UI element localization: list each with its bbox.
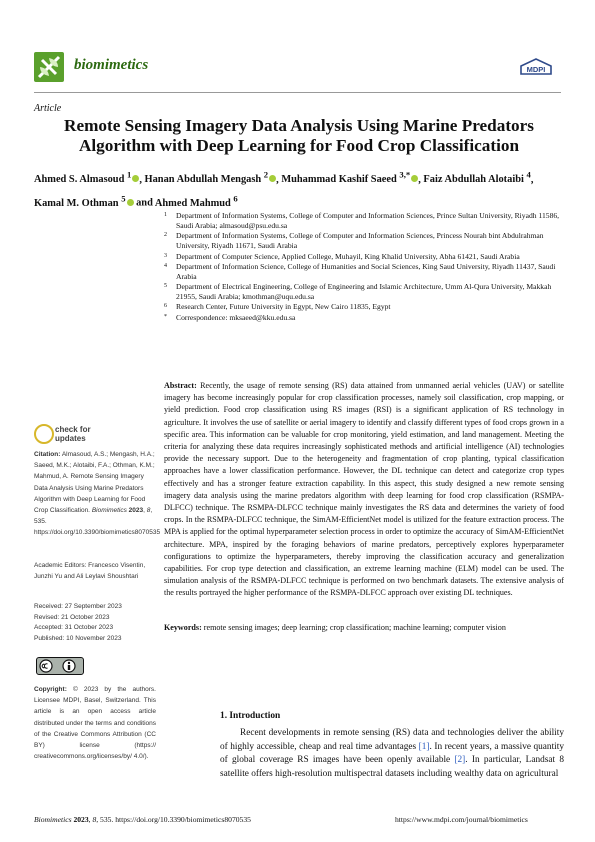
section-heading: 1. Introduction bbox=[220, 711, 281, 721]
author[interactable]: Faiz Abdullah Alotaibi $^4$ bbox=[423, 170, 531, 186]
correspondence: * Correspondence: mksaeed@kku.edu.sa bbox=[164, 312, 296, 322]
article-dates: Received: 27 September 2023 Revised: 21 October 2023 Accepted: 31 October 2023 Published: 10 November 2023 bbox=[34, 603, 122, 642]
affiliation: 3 Department of Computer Science, Applied College, Muhayil, King Khalid University, Abha 61421, Saudi Arabia bbox=[164, 251, 520, 261]
author[interactable]: Muhammad Kashif Saeed $^{3,*}$ bbox=[281, 174, 418, 185]
footer-journal-url[interactable]: https://www.mdpi.com/journal/biomimetics bbox=[395, 815, 528, 824]
abstract: Abstract: Recently, the usage of remote sensing (RS) data attained from unmanned aerial vehicles (UAV) or satellite imagery has become increasingly popular for crop classification processes, namely soil classification, crop mapping, or yield prediction. Food crop classification using RS images (RSI) is a significant application of RS technology in agriculture. It involves the use of satellite or aerial imagery to identify and classify different types of food crops grown in a specific area. This information can be valuable for crop monitoring, yield estimation, and land management. Meeting the criteria for analyzing these data requires increasingly sophisticated methods and artificial intelligence (AI) technologies provide the necessary support. Due to the heterogeneity and fragmentation of crop planting, typical classification approaches have a lower classification performance. However, the DL technique can detect and categorize crop types effectively and has a stronger feature extraction capability. In this aspect, this study designed a new remote sensing imagery data analysis using the marine predators algorithm with deep learning for food crop classification (RSMPA-DLFCC) technique. The RSMPA-DLFCC technique mainly investigates the RS data and determines the variety of food crops. In the RSMPA-DLFCC technique, the SimAM-EfficientNet model is utilized for the feature extraction process. The MPA is applied for the optimal hyperparameter selection process in order to optimize the accuracy of SimAM-EfficientNet architecture. MPA, inspired by the foraging behaviors of marine predators, perceptively explores hyperparameter configurations to optimize the hyperparameters, thereby improving the classification accuracy and generalization capabilities. For crop type detection and classification, an extreme learning machine (ELM) model can be used. The simulation analysis of the RSMPA-DLFCC technique is performed on two benchmark datasets. The extensive analysis of the results portrayed the higher performance of the RSMPA-DLFCC approach over existing DL techniques. bbox=[164, 381, 564, 598]
affiliation: 6 Research Center, Future University in Egypt, New Cairo 11835, Egypt bbox=[164, 302, 391, 312]
copyright-notice: Copyright: © 2023 by the authors. Licensee MDPI, Basel, Switzerland. This article is an open access article distributed under the terms and conditions of the Creative Commons Attribution (CC BY) license (https:// creativecommons.org/licenses/by/ 4.0/). bbox=[34, 686, 156, 761]
affiliation-list bbox=[164, 211, 564, 323]
author[interactable]: Ahmed Mahmud $^6$ bbox=[154, 193, 238, 209]
mdpi-logo bbox=[518, 56, 554, 78]
keywords: Keywords: remote sensing images; deep learning; crop classification; machine learning; computer vision bbox=[164, 623, 506, 632]
reference-link[interactable]: [2] bbox=[454, 755, 466, 766]
affiliation: 5 Department of Electrical Engineering, College of Engineering and Islamic Architecture, Umm Al-Qura University, Makkah 21955, Saudi Arabia; kmothman@uqu.edu.sa bbox=[164, 282, 552, 302]
check-updates-icon bbox=[34, 424, 54, 444]
orcid-icon[interactable] bbox=[127, 199, 134, 206]
leaf-icon bbox=[34, 52, 64, 82]
svg-text:MDPI: MDPI bbox=[526, 65, 546, 74]
affiliation: 4 Department of Information Science, College of Humanities and Social Sciences, King Saud University, Riyadh 11437, Saudi Arabia bbox=[164, 261, 556, 281]
affiliation: 1 Department of Information Systems, College of Computer and Information Sciences, Prince Sultan University, Riyadh 11586, Saudi Arabia; almasoud@psu.edu.sa bbox=[164, 211, 560, 230]
article-title: Remote Sensing Imagery Data Analysis Using Marine Predators Algorithm with Deep Learning for Food Crop Classification bbox=[64, 116, 534, 155]
journal-name: biomimetics bbox=[74, 57, 149, 73]
author[interactable]: Ahmed S. Almasoud $^1$ bbox=[34, 174, 139, 185]
author[interactable]: Kamal M. Othman $^5$ bbox=[34, 198, 134, 209]
academic-editors: Academic Editors: Francesco Visentin, Junzhi Yu and Ali Leylavi Shoushtari bbox=[34, 562, 146, 581]
reference-link[interactable]: [1] bbox=[418, 741, 430, 752]
affiliation: 2 Department of Information Systems, College of Computer and Information Sciences, Princess Nourah bint Abdulrahman University, Riyadh 11671, Saudi Arabia bbox=[164, 231, 544, 251]
footer-citation: Biomimetics 2023, 8, 535. https://doi.org/10.3390/biomimetics8070535 bbox=[34, 815, 251, 824]
author[interactable]: Hanan Abdullah Mengash $^2$ bbox=[145, 174, 277, 185]
journal-logo bbox=[34, 52, 64, 82]
author-list: Ahmed S. Almasoud $^1$ , Hanan Abdullah Mengash $^2$ , Muhammad Kashif Saeed $^{3,*}$ , Faiz Abdullah Alotaibi $^4$, Kamal M. Othman $^5$ and Ahmed Mahmud $^6$ bbox=[34, 170, 534, 209]
citation-block: Citation: Almasoud, A.S.; Mengash, H.A.; Saeed, M.K.; Alotaibi, F.A.; Othman, K.M.; Mahmud, A. Remote Sensing Imagery Data Analysis Using Marine Predators Algorithm with Deep Learning for Food Crop Classification. Biomimetics 2023, 8, 535. https://doi.org/10.3390/biomimetics8070535 bbox=[34, 451, 161, 537]
article-type: Article bbox=[34, 103, 62, 114]
header-rule bbox=[34, 92, 561, 93]
cc-by-license-icon[interactable] bbox=[36, 657, 84, 675]
intro-paragraph: Recent developments in remote sensing (RS) data and technologies deliver the ability of highly accessible, cheap and real time advantages [1]. In recent years, a massive quantity of global coverage RS images have been openly available [2]. In particular, Landsat 8 satellite offers high-resolution multispectral datasets including wealthy data on agricultural bbox=[220, 728, 564, 779]
